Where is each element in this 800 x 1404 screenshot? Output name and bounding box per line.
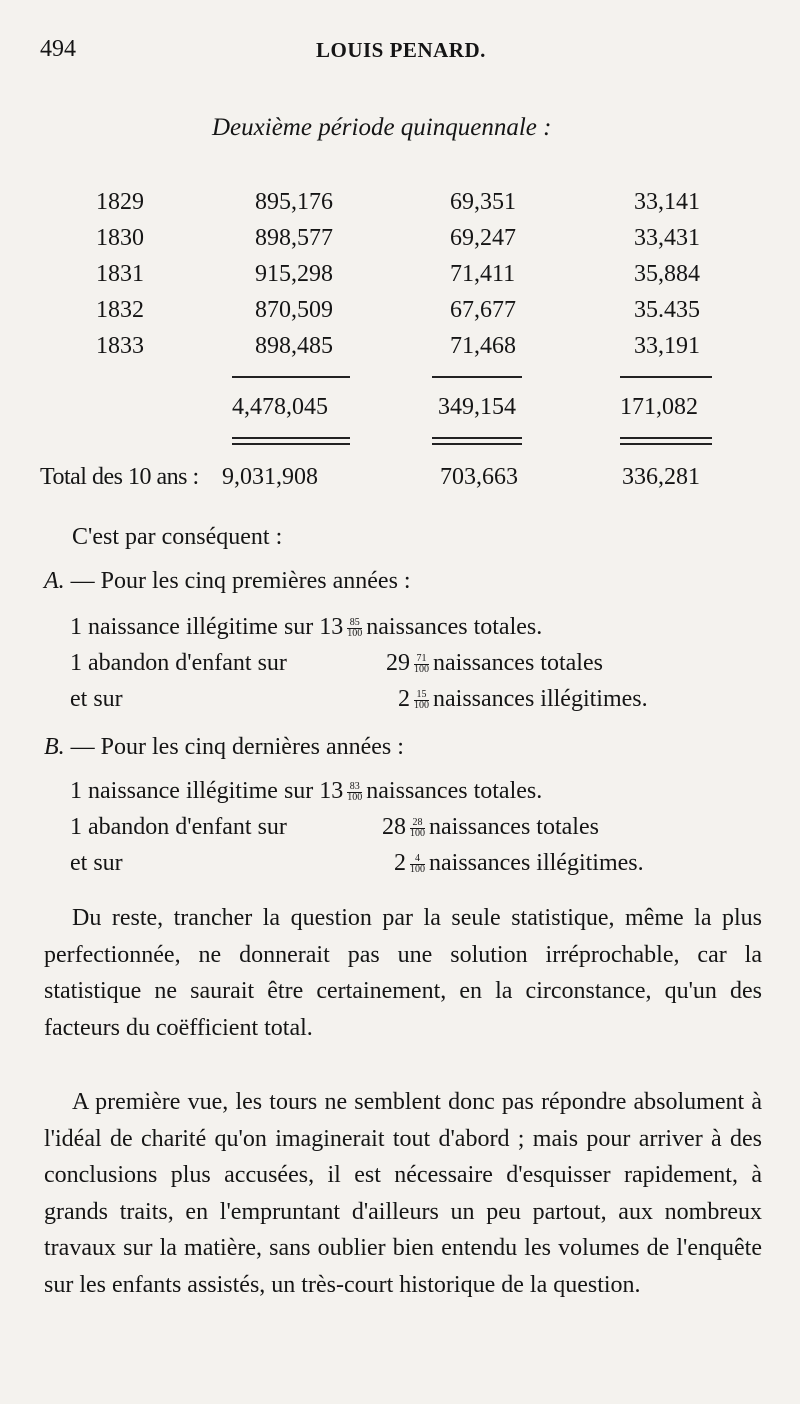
table-cell: 898,485 xyxy=(255,333,333,359)
sum-rule xyxy=(232,376,350,378)
table-year: 1831 xyxy=(96,261,144,287)
ratio-text: 1 abandon d'enfant sur xyxy=(70,650,287,676)
double-rule xyxy=(232,443,350,445)
table-cell: 67,677 xyxy=(450,297,516,323)
body-paragraph xyxy=(44,1084,762,1303)
table-year: 1829 xyxy=(96,189,144,215)
fraction-numerator: 71 xyxy=(414,654,429,665)
section-letter: B. xyxy=(44,734,65,760)
ratio-tail: naissances totales. xyxy=(366,778,543,804)
ratio-whole: 29 xyxy=(386,650,410,676)
double-rule xyxy=(620,437,712,439)
ratio-tail: naissances totales. xyxy=(366,614,543,640)
total-cell: 9,031,908 xyxy=(222,464,318,490)
ratio-tail: naissances totales xyxy=(433,650,603,676)
double-rule xyxy=(432,437,522,439)
table-cell: 895,176 xyxy=(255,189,333,215)
page-number: 494 xyxy=(40,36,76,62)
section-b-heading xyxy=(44,734,404,761)
ratio-text: et sur xyxy=(70,850,123,876)
sum-rule xyxy=(620,376,712,378)
fraction-denominator: 100 xyxy=(414,699,429,711)
fraction-numerator: 83 xyxy=(347,782,362,793)
fraction xyxy=(410,818,425,839)
table-cell: 33,191 xyxy=(634,333,700,359)
paragraph-text: A première vue, les tours ne semblent donc pas répondre absolument à l'idéal de charité qu'on imaginerait tout d'abord ; mais pour arriver à des conclusions plus accusées, il est nécessaire d'esquisser rapidement, à grands traits, en l'empruntant d'ailleurs un peu partout, aux nombreux travaux sur la matière, sans oublier bien entendu les volumes de l'enquête sur les enfants assistés, un très-court historique de la question. xyxy=(44,1089,762,1298)
fraction-numerator: 85 xyxy=(347,618,362,629)
fraction-denominator: 100 xyxy=(347,627,363,639)
ratio-text: 1 abandon d'enfant sur xyxy=(70,814,287,840)
subtotal-cell: 171,082 xyxy=(620,394,698,420)
ratio-text: et sur xyxy=(70,686,123,712)
section-title: — Pour les cinq dernières années : xyxy=(70,734,404,760)
fraction-denominator: 100 xyxy=(347,791,363,803)
double-rule xyxy=(432,443,522,445)
fraction xyxy=(347,618,362,639)
section-subtitle: Deuxième période quinquennale : xyxy=(212,114,552,141)
table-year: 1832 xyxy=(96,297,144,323)
fraction xyxy=(414,690,429,711)
table-year: 1833 xyxy=(96,333,144,359)
ratio-line xyxy=(70,814,287,841)
double-rule xyxy=(232,437,350,439)
table-cell: 35,884 xyxy=(634,261,700,287)
ratio-tail: naissances illégitimes. xyxy=(433,686,648,712)
ratio-tail: naissances illégitimes. xyxy=(429,850,644,876)
ratio-value xyxy=(382,814,599,841)
body-paragraph xyxy=(44,900,762,1046)
table-cell: 33,141 xyxy=(634,189,700,215)
paragraph-text: Du reste, trancher la question par la seule statistique, même la plus perfectionnée, ne donnerait pas une solution irréprochable, car la statistique ne saurait être certainement, en la circonstance, qu'un des facteurs du coëfficient total. xyxy=(44,905,762,1041)
ratio-value xyxy=(398,686,648,713)
table-cell: 915,298 xyxy=(255,261,333,287)
fraction-numerator: 15 xyxy=(414,690,429,701)
fraction xyxy=(414,654,429,675)
ratio-whole: 2 xyxy=(394,850,406,876)
ratio-value xyxy=(386,650,603,677)
fraction xyxy=(347,782,362,803)
subtotal-cell: 4,478,045 xyxy=(232,394,328,420)
fraction-denominator: 100 xyxy=(410,827,425,839)
table-cell: 69,247 xyxy=(450,225,516,251)
table-cell: 71,468 xyxy=(450,333,516,359)
fraction-numerator: 4 xyxy=(410,854,425,865)
fraction-denominator: 100 xyxy=(414,663,429,675)
section-title: — Pour les cinq premières années : xyxy=(70,568,411,594)
table-cell: 35.435 xyxy=(634,297,700,323)
table-cell: 33,431 xyxy=(634,225,700,251)
ratio-text: 1 naissance illégitime sur 13 xyxy=(70,614,344,640)
ratio-line xyxy=(70,778,542,805)
section-a-heading xyxy=(44,568,411,595)
conclusion-line: C'est par conséquent : xyxy=(72,524,283,550)
ratio-line xyxy=(70,686,123,713)
double-rule xyxy=(620,443,712,445)
ratio-whole: 2 xyxy=(398,686,410,712)
subtotal-cell: 349,154 xyxy=(438,394,516,420)
total-cell: 336,281 xyxy=(622,464,700,490)
table-year: 1830 xyxy=(96,225,144,251)
ratio-line xyxy=(70,650,287,677)
ratio-text: 1 naissance illégitime sur 13 xyxy=(70,778,344,804)
total-label: Total des 10 ans : xyxy=(40,464,199,490)
running-title: LOUIS PENARD. xyxy=(316,38,486,62)
fraction-denominator: 100 xyxy=(410,863,425,875)
total-cell: 703,663 xyxy=(440,464,518,490)
fraction xyxy=(410,854,425,875)
sum-rule xyxy=(432,376,522,378)
table-cell: 69,351 xyxy=(450,189,516,215)
table-cell: 870,509 xyxy=(255,297,333,323)
table-cell: 898,577 xyxy=(255,225,333,251)
ratio-whole: 28 xyxy=(382,814,406,840)
ratio-tail: naissances totales xyxy=(429,814,599,840)
ratio-line xyxy=(70,614,542,641)
ratio-line xyxy=(70,850,123,877)
table-cell: 71,411 xyxy=(450,261,516,287)
section-letter: A. xyxy=(44,568,65,594)
fraction-numerator: 28 xyxy=(410,818,425,829)
ratio-value xyxy=(394,850,644,877)
